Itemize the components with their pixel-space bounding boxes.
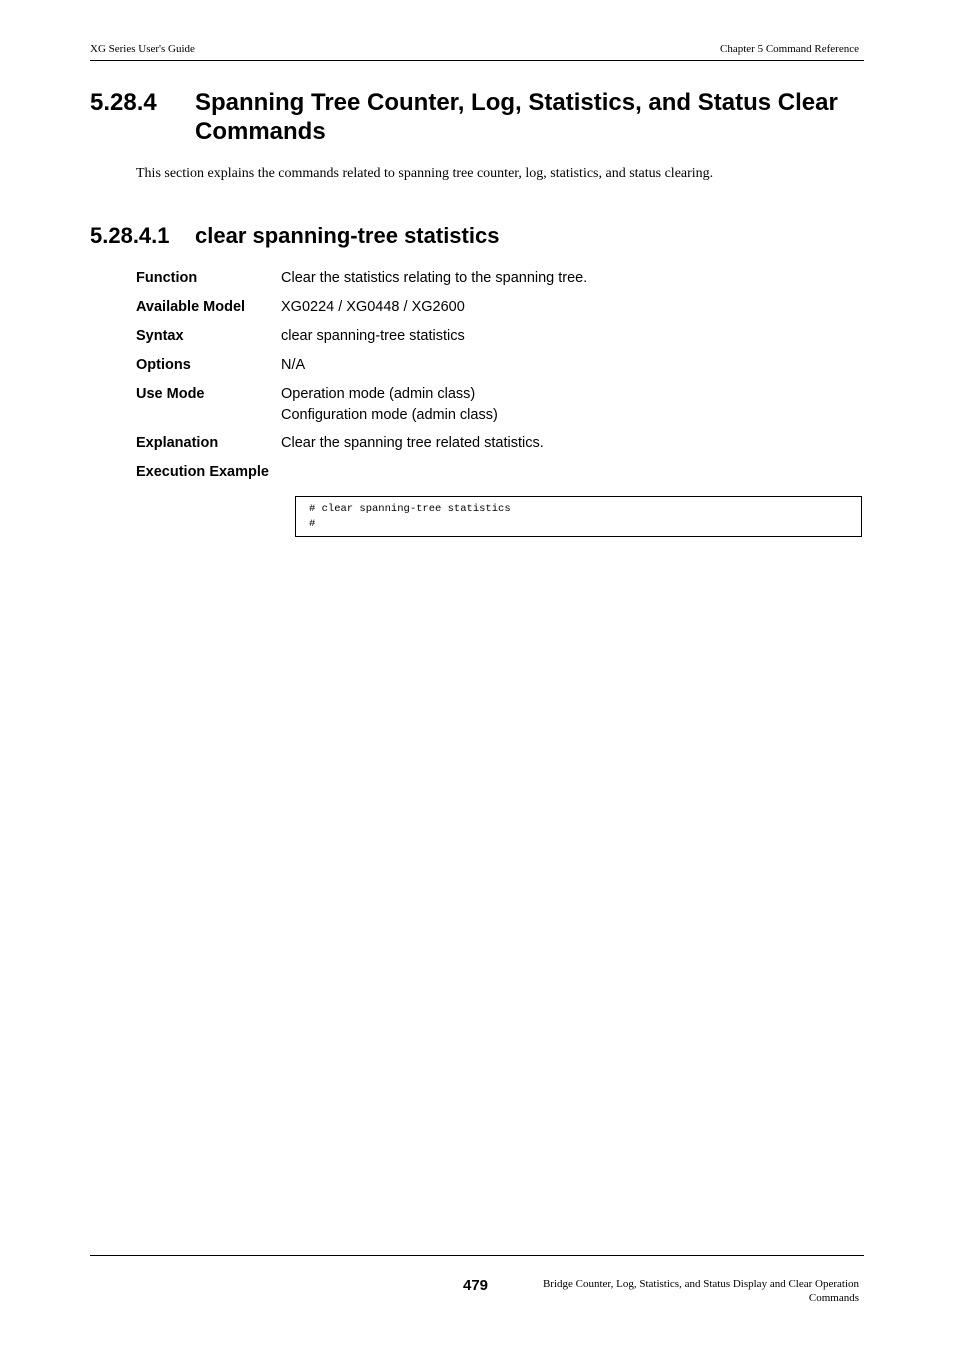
field-value: Clear the statistics relating to the spanning tree. xyxy=(281,270,588,286)
field-explanation xyxy=(136,433,864,462)
section-number: 5.28.4 xyxy=(90,89,157,116)
field-label: Explanation xyxy=(136,435,219,451)
field-label: Function xyxy=(136,270,198,286)
field-syntax xyxy=(136,326,864,355)
header-rule xyxy=(90,60,864,61)
field-use-mode xyxy=(136,384,864,433)
field-value: Configuration mode (admin class) xyxy=(281,407,498,423)
field-function xyxy=(136,268,864,297)
code-line: # xyxy=(309,518,316,530)
field-value: Clear the spanning tree related statistics. xyxy=(281,435,544,451)
footer-rule xyxy=(90,1255,864,1256)
field-options xyxy=(136,355,864,384)
subsection-number: 5.28.4.1 xyxy=(90,223,170,248)
field-value: XG0224 / XG0448 / XG2600 xyxy=(281,299,465,315)
section-intro: This section explains the commands related to spanning tree counter, log, statistics, and status clearing. xyxy=(136,166,714,181)
command-fields xyxy=(136,268,864,491)
footer-title-line: Commands xyxy=(808,1291,859,1304)
footer-chapter-title xyxy=(499,1278,859,1305)
running-header-right: Chapter 5 Command Reference xyxy=(720,43,859,55)
subsection-title: clear spanning-tree statistics xyxy=(195,223,500,248)
execution-example-box xyxy=(295,496,862,537)
code-line: # clear spanning-tree statistics xyxy=(309,503,511,515)
field-label: Use Mode xyxy=(136,386,205,402)
field-label: Execution Example xyxy=(136,464,269,480)
section-title: Spanning Tree Counter, Log, Statistics, and Status Clear Commands xyxy=(195,89,838,145)
field-available-model xyxy=(136,297,864,326)
field-value: N/A xyxy=(281,357,306,373)
field-label: Available Model xyxy=(136,299,246,315)
field-execution-example xyxy=(136,462,864,491)
field-label: Options xyxy=(136,357,191,373)
field-value: clear spanning-tree statistics xyxy=(281,328,465,344)
page-number: 479 xyxy=(463,1277,489,1294)
footer-title-line: Bridge Counter, Log, Statistics, and Status Display and Clear Operation xyxy=(542,1278,859,1290)
field-label: Syntax xyxy=(136,328,184,344)
running-header-left: XG Series User's Guide xyxy=(90,43,195,55)
field-value: Operation mode (admin class) xyxy=(281,386,476,402)
